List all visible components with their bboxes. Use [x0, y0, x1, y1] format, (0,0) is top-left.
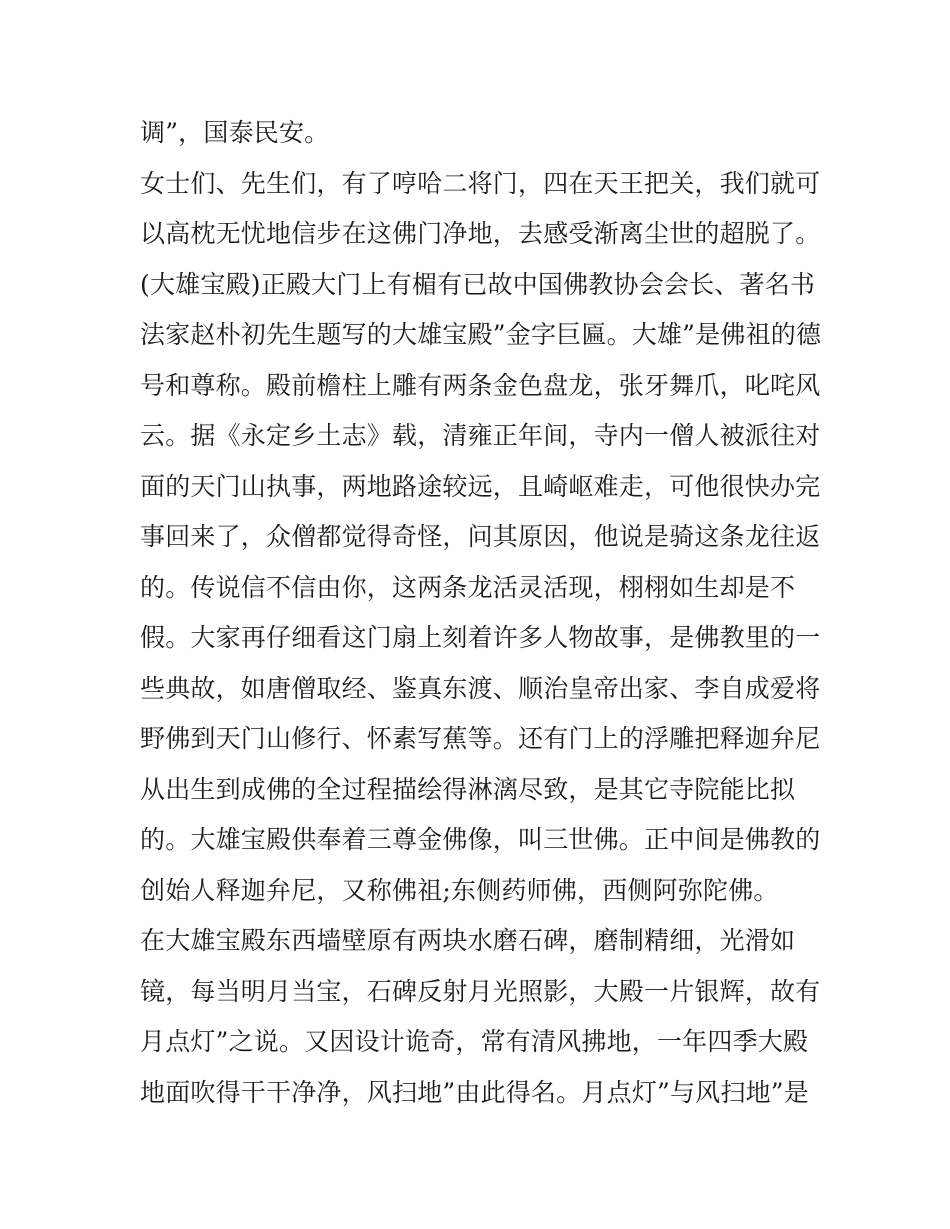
text-line-13: 野佛到天门山修行、怀素写蕉等。还有门上的浮雕把释迦弁尼: [140, 724, 821, 753]
text-line-15: 的。大雄宝殿供奉着三尊金佛像，叫三世佛。正中间是佛教的: [140, 825, 821, 854]
text-line-17: 在大雄宝殿东西墙壁原有两块水磨石碑，磨制精细，光滑如: [140, 926, 796, 955]
text-line-1: 调”，国泰民安。: [140, 118, 330, 147]
text-line-10: 的。传说信不信由你，这两条龙活灵活现，栩栩如生却是不: [140, 572, 796, 602]
text-line-12: 些典故，如唐僧取经、鉴真东渡、顺治皇帝出家、李自成爱将: [140, 673, 821, 703]
text-line-19: 月点灯”之说。又因设计诡奇，常有清风拂地，一年四季大殿: [140, 1027, 809, 1056]
text-line-11: 假。大家再仔细看这门扇上刻着许多人物故事，是佛教里的一: [140, 623, 821, 652]
text-line-5: 法家赵朴初先生题写的大雄宝殿”金字巨匾。大雄”是佛祖的德: [140, 320, 822, 349]
text-line-3: 以高枕无忧地信步在这佛门净地，去感受渐离尘世的超脱了。: [140, 219, 821, 248]
text-line-18: 镜，每当明月当宝，石碑反射月光照影，大殿一片银辉，故有: [140, 976, 821, 1006]
text-line-14: 从出生到成佛的全过程描绘得淋漓尽致，是其它寺院能比拟: [140, 774, 796, 804]
text-line-2: 女士们、先生们，有了哼哈二将门，四在天王把关，我们就可: [140, 168, 821, 198]
body-text: [140, 108, 820, 1118]
text-line-16: 创始人释迦弁尼，又称佛祖;东侧药师佛，西侧阿弥陀佛。: [140, 875, 779, 905]
text-line-20: 地面吹得干干净净，风扫地”由此得名。月点灯”与风扫地”是: [140, 1077, 809, 1107]
text-line-9: 事回来了，众僧都觉得奇怪，问其原因，他说是骑这条龙往返: [140, 522, 821, 551]
text-line-8: 面的天门山执事，两地路途较远，且崎岖难走，可他很快办完: [140, 471, 821, 501]
text-line-4: (大雄宝殿)正殿大门上有楣有已故中国佛教协会会长、著名书: [140, 269, 816, 299]
text-line-6: 号和尊称。殿前檐柱上雕有两条金色盘龙，张牙舞爪，叱咤风: [140, 370, 821, 400]
text-line-7: 云。据《永定乡土志》载，清雍正年间，寺内一僧人被派往对: [140, 421, 821, 450]
